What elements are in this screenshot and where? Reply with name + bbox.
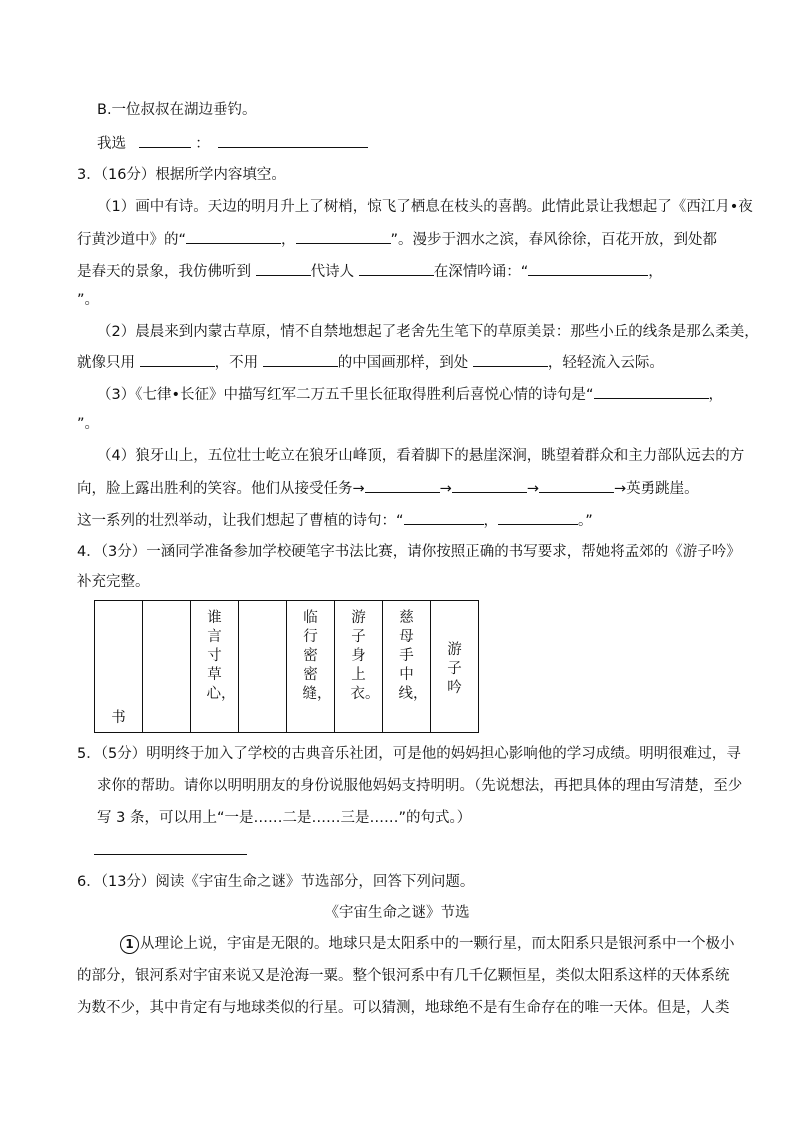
answer-blank[interactable] — [365, 478, 440, 493]
answer-blank[interactable] — [452, 478, 527, 493]
text-span: ”。漫步于泗水之滨，春风徐徐，百花开放，到处都 — [390, 232, 718, 248]
text-span: ，轻轻流入云际。 — [547, 355, 664, 371]
answer-blank[interactable] — [218, 133, 368, 148]
choose-colon: ： — [195, 136, 210, 152]
poem-column — [383, 601, 431, 733]
text-span: （3）《七律•长征》中描写红军二万五千里长征取得胜利后喜悦心情的诗句是“ — [97, 387, 594, 403]
poem-text: 临行密密缝， — [302, 610, 332, 702]
answer-blank[interactable] — [498, 510, 578, 525]
answer-blank[interactable] — [263, 352, 338, 367]
text-span: ，不用 — [214, 355, 263, 371]
q3-p4-line3 — [77, 510, 593, 531]
text-span: 。” — [578, 513, 593, 529]
poem-text: 游子身上衣。 — [350, 610, 380, 702]
answer-blank[interactable] — [139, 133, 191, 148]
q3-p3-line2: ”。 — [77, 416, 100, 432]
text-span: 这一系列的壮烈举动，让我们想起了曹植的诗句：“ — [77, 513, 404, 529]
text-span: 代诗人 — [310, 264, 359, 280]
answer-blank[interactable] — [528, 261, 648, 276]
q3-p2-line2 — [77, 352, 664, 373]
answer-blank[interactable] — [594, 384, 709, 399]
q5-answer-line[interactable] — [94, 842, 247, 855]
poem-column[interactable] — [95, 601, 143, 733]
q6-heading: 6．（13分）阅读《宇宙生命之谜》节选部分，回答下列问题。 — [77, 874, 475, 890]
q3-p2-line1: （2）晨晨来到内蒙古草原，情不自禁地想起了老舍先生笔下的草原美景：那些小丘的线条是那么柔美， — [97, 324, 759, 340]
poem-column[interactable] — [143, 601, 191, 733]
choice-line — [97, 133, 368, 154]
poem-text: 谁言寸草心， — [206, 610, 236, 702]
answer-blank[interactable] — [359, 261, 434, 276]
answer-blank[interactable] — [473, 352, 548, 367]
arrow-icon: → — [439, 481, 452, 497]
paragraph-number-icon: 1 — [120, 935, 139, 954]
q3-p1-line1: （1）画中有诗。天边的明月升上了树梢，惊飞了栖息在枝头的喜鹊。此情此景让我想起了《西江月•夜 — [97, 199, 753, 215]
q4-line1: 4．（3分）一涵同学准备参加学校硬笔字书法比赛，请你按照正确的书写要求，帮她将孟郊的《游子吟》 — [77, 544, 741, 560]
poem-column[interactable] — [239, 601, 287, 733]
text-span: →英勇跳崖。 — [613, 481, 699, 497]
q3-p1-line2 — [77, 229, 717, 250]
q3-p4-line2 — [77, 478, 699, 499]
arrow-icon: → — [526, 481, 539, 497]
q5-line2: 求你的帮助。请你以明明朋友的身份说服他妈妈支持明明。（先说想法，再把具体的理由写清楚，至少 — [97, 778, 743, 794]
text-span: 在深情吟诵：“ — [433, 264, 529, 280]
answer-blank[interactable] — [186, 229, 281, 244]
passage-line1 — [120, 934, 735, 954]
answer-blank[interactable] — [296, 229, 391, 244]
option-b-text: B.一位叔叔在湖边垂钓。 — [97, 102, 257, 118]
q3-p1-line4: ”。 — [77, 292, 100, 308]
poem-grid — [94, 600, 479, 733]
q3-p3-line1 — [97, 384, 723, 405]
q4-line2: 补充完整。 — [77, 574, 150, 590]
poem-title-column — [431, 601, 479, 733]
text-span: ， — [483, 513, 499, 529]
shu-char: 书 — [111, 710, 126, 726]
text-span: ， — [281, 232, 296, 248]
q3-p1-line3 — [77, 261, 663, 282]
q3-heading: 3．（16分）根据所学内容填空。 — [77, 167, 286, 183]
poem-column — [287, 601, 335, 733]
text-span: 向，脸上露出胜利的笑容。他们从接受任务→ — [77, 481, 365, 497]
answer-blank[interactable] — [256, 261, 311, 276]
choose-prefix: 我选 — [97, 136, 126, 152]
text-span: 就像只用 — [77, 355, 140, 371]
text-span: ， — [708, 387, 724, 403]
text-span: 是春天的景象，我仿佛听到 — [77, 264, 256, 280]
passage-line2: 的部分，银河系对宇宙来说又是沧海一粟。整个银河系中有几千亿颗恒星，类似太阳系这样的天体系统 — [77, 968, 730, 984]
passage-line3: 为数不少，其中肯定有与地球类似的行星。可以猜测，地球绝不是有生命存在的唯一天体。但是，人类 — [77, 1000, 730, 1016]
passage-title: 《宇宙生命之谜》节选 — [324, 905, 470, 921]
q3-p4-line1: （4）狼牙山上，五位壮士屹立在狼牙山峰顶，看着脚下的悬崖深涧，眺望着群众和主力部队远去的方 — [97, 448, 745, 464]
poem-column — [335, 601, 383, 733]
poem-text: 慈母手中线， — [398, 610, 428, 702]
answer-blank[interactable] — [539, 478, 614, 493]
answer-blank[interactable] — [140, 352, 215, 367]
answer-blank[interactable] — [404, 510, 484, 525]
text-span: 行黄沙道中》的“ — [77, 232, 187, 248]
q5-line3: 写 3 条，可以用上“一是……二是……三是……”的句式。） — [97, 810, 472, 826]
poem-title: 游子吟 — [447, 642, 462, 696]
q5-line1: 5．（5分）明明终于加入了学校的古典音乐社团，可是他的妈妈担心影响他的学习成绩。明明很难过，寻 — [77, 746, 741, 762]
text-span: 的中国画那样，到处 — [337, 355, 473, 371]
text-span: ， — [648, 264, 663, 280]
poem-column — [191, 601, 239, 733]
text-span: 从理论上说，宇宙是无限的。地球只是太阳系中的一颗行星，而太阳系只是银河系中一个极小 — [140, 936, 735, 952]
